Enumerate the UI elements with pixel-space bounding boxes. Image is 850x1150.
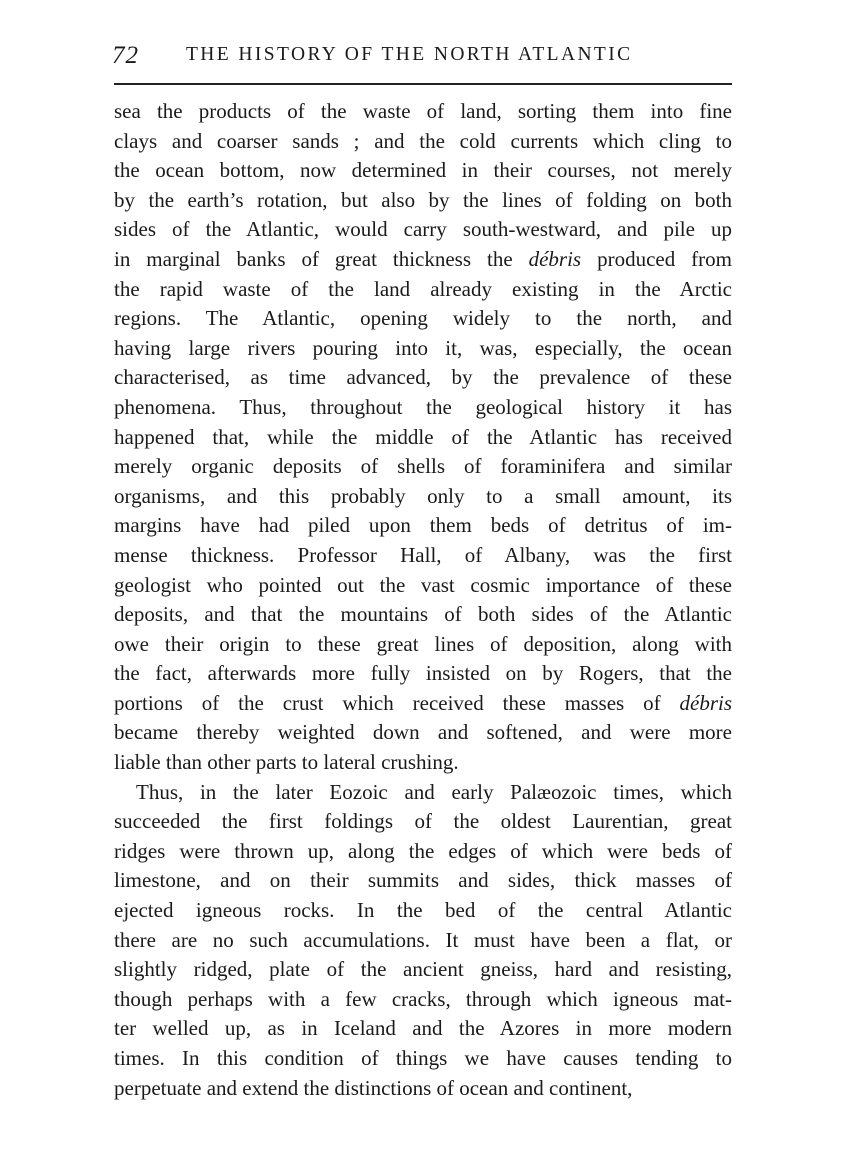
- text-line: liable than other parts to lateral crushing.: [114, 750, 459, 775]
- text-line: the rapid waste of the land already existing in the Arctic: [114, 276, 732, 301]
- text-line: limestone, and on their summits and sides, thick masses of: [114, 868, 732, 893]
- text-line: ter welled up, as in Iceland and the Azores in more modern: [114, 1016, 732, 1041]
- text-line: ridges were thrown up, along the edges of which were beds of: [114, 838, 732, 863]
- text-line: organisms, and this probably only to a small amount, its: [114, 483, 732, 508]
- text-segment: produced from: [581, 246, 732, 271]
- italic-term: débris: [679, 690, 732, 715]
- text-line: margins have had piled upon them beds of detritus of im-: [114, 513, 732, 538]
- text-line: times. In this condition of things we have causes tending to: [114, 1046, 732, 1070]
- text-line: the fact, afterwards more fully insisted on by Rogers, that the: [114, 661, 732, 686]
- text-line: perpetuate and extend the distinctions of ocean and continent,: [114, 1075, 633, 1100]
- text-line: slightly ridged, plate of the ancient gneiss, hard and resisting,: [114, 957, 732, 982]
- text-line: there are no such accumulations. It must have been a flat, or: [114, 927, 732, 952]
- text-line: sea the products of the waste of land, sorting them into fine: [114, 99, 732, 123]
- text-line: [114, 689, 732, 719]
- text-line: though perhaps with a few cracks, through which igneous mat-: [114, 986, 732, 1011]
- text-line: merely organic deposits of shells of foraminifera and similar: [114, 454, 732, 479]
- running-title: THE HISTORY OF THE NORTH ATLANTIC: [186, 44, 633, 65]
- text-line: succeeded the first foldings of the oldest Laurentian, great: [114, 809, 732, 834]
- text-line: became thereby weighted down and softened, and were more: [114, 720, 732, 745]
- text-line: mense thickness. Professor Hall, of Albany, was the first: [114, 542, 732, 567]
- page-number: 72: [112, 42, 139, 69]
- text-line: the ocean bottom, now determined in their courses, not merely: [114, 158, 732, 183]
- text-line: geologist who pointed out the vast cosmic importance of these: [114, 572, 732, 597]
- text-segment: in marginal banks of great thickness the: [114, 246, 529, 271]
- text-line: clays and coarser sands ; and the cold currents which cling to: [114, 128, 732, 153]
- text-line: characterised, as time advanced, by the prevalence of these: [114, 365, 732, 390]
- text-line: ejected igneous rocks. In the bed of the central Atlantic: [114, 898, 732, 923]
- text-line: sides of the Atlantic, would carry south-westward, and pile up: [114, 217, 732, 242]
- italic-term: débris: [528, 246, 582, 271]
- text-line: happened that, while the middle of the Atlantic has received: [114, 424, 732, 449]
- header-rule: [114, 83, 732, 85]
- text-line: having large rivers pouring into it, was, especially, the ocean: [114, 335, 732, 360]
- text-line: deposits, and that the mountains of both sides of the Atlantic: [114, 602, 732, 627]
- text-line: [114, 245, 732, 275]
- body-text: [114, 97, 732, 1103]
- text-line: Thus, in the later Eozoic and early Palæozoic times, which: [136, 779, 732, 804]
- text-line: phenomena. Thus, throughout the geological history it has: [114, 394, 732, 419]
- text-segment: portions of the crust which received these masses of: [114, 690, 680, 715]
- text-line: by the earth’s rotation, but also by the lines of folding on both: [114, 187, 732, 212]
- paragraph: [114, 97, 732, 778]
- text-line: regions. The Atlantic, opening widely to the north, and: [114, 306, 732, 331]
- paragraph: [114, 778, 732, 1104]
- running-head: [112, 40, 732, 74]
- text-line: owe their origin to these great lines of deposition, along with: [114, 631, 732, 656]
